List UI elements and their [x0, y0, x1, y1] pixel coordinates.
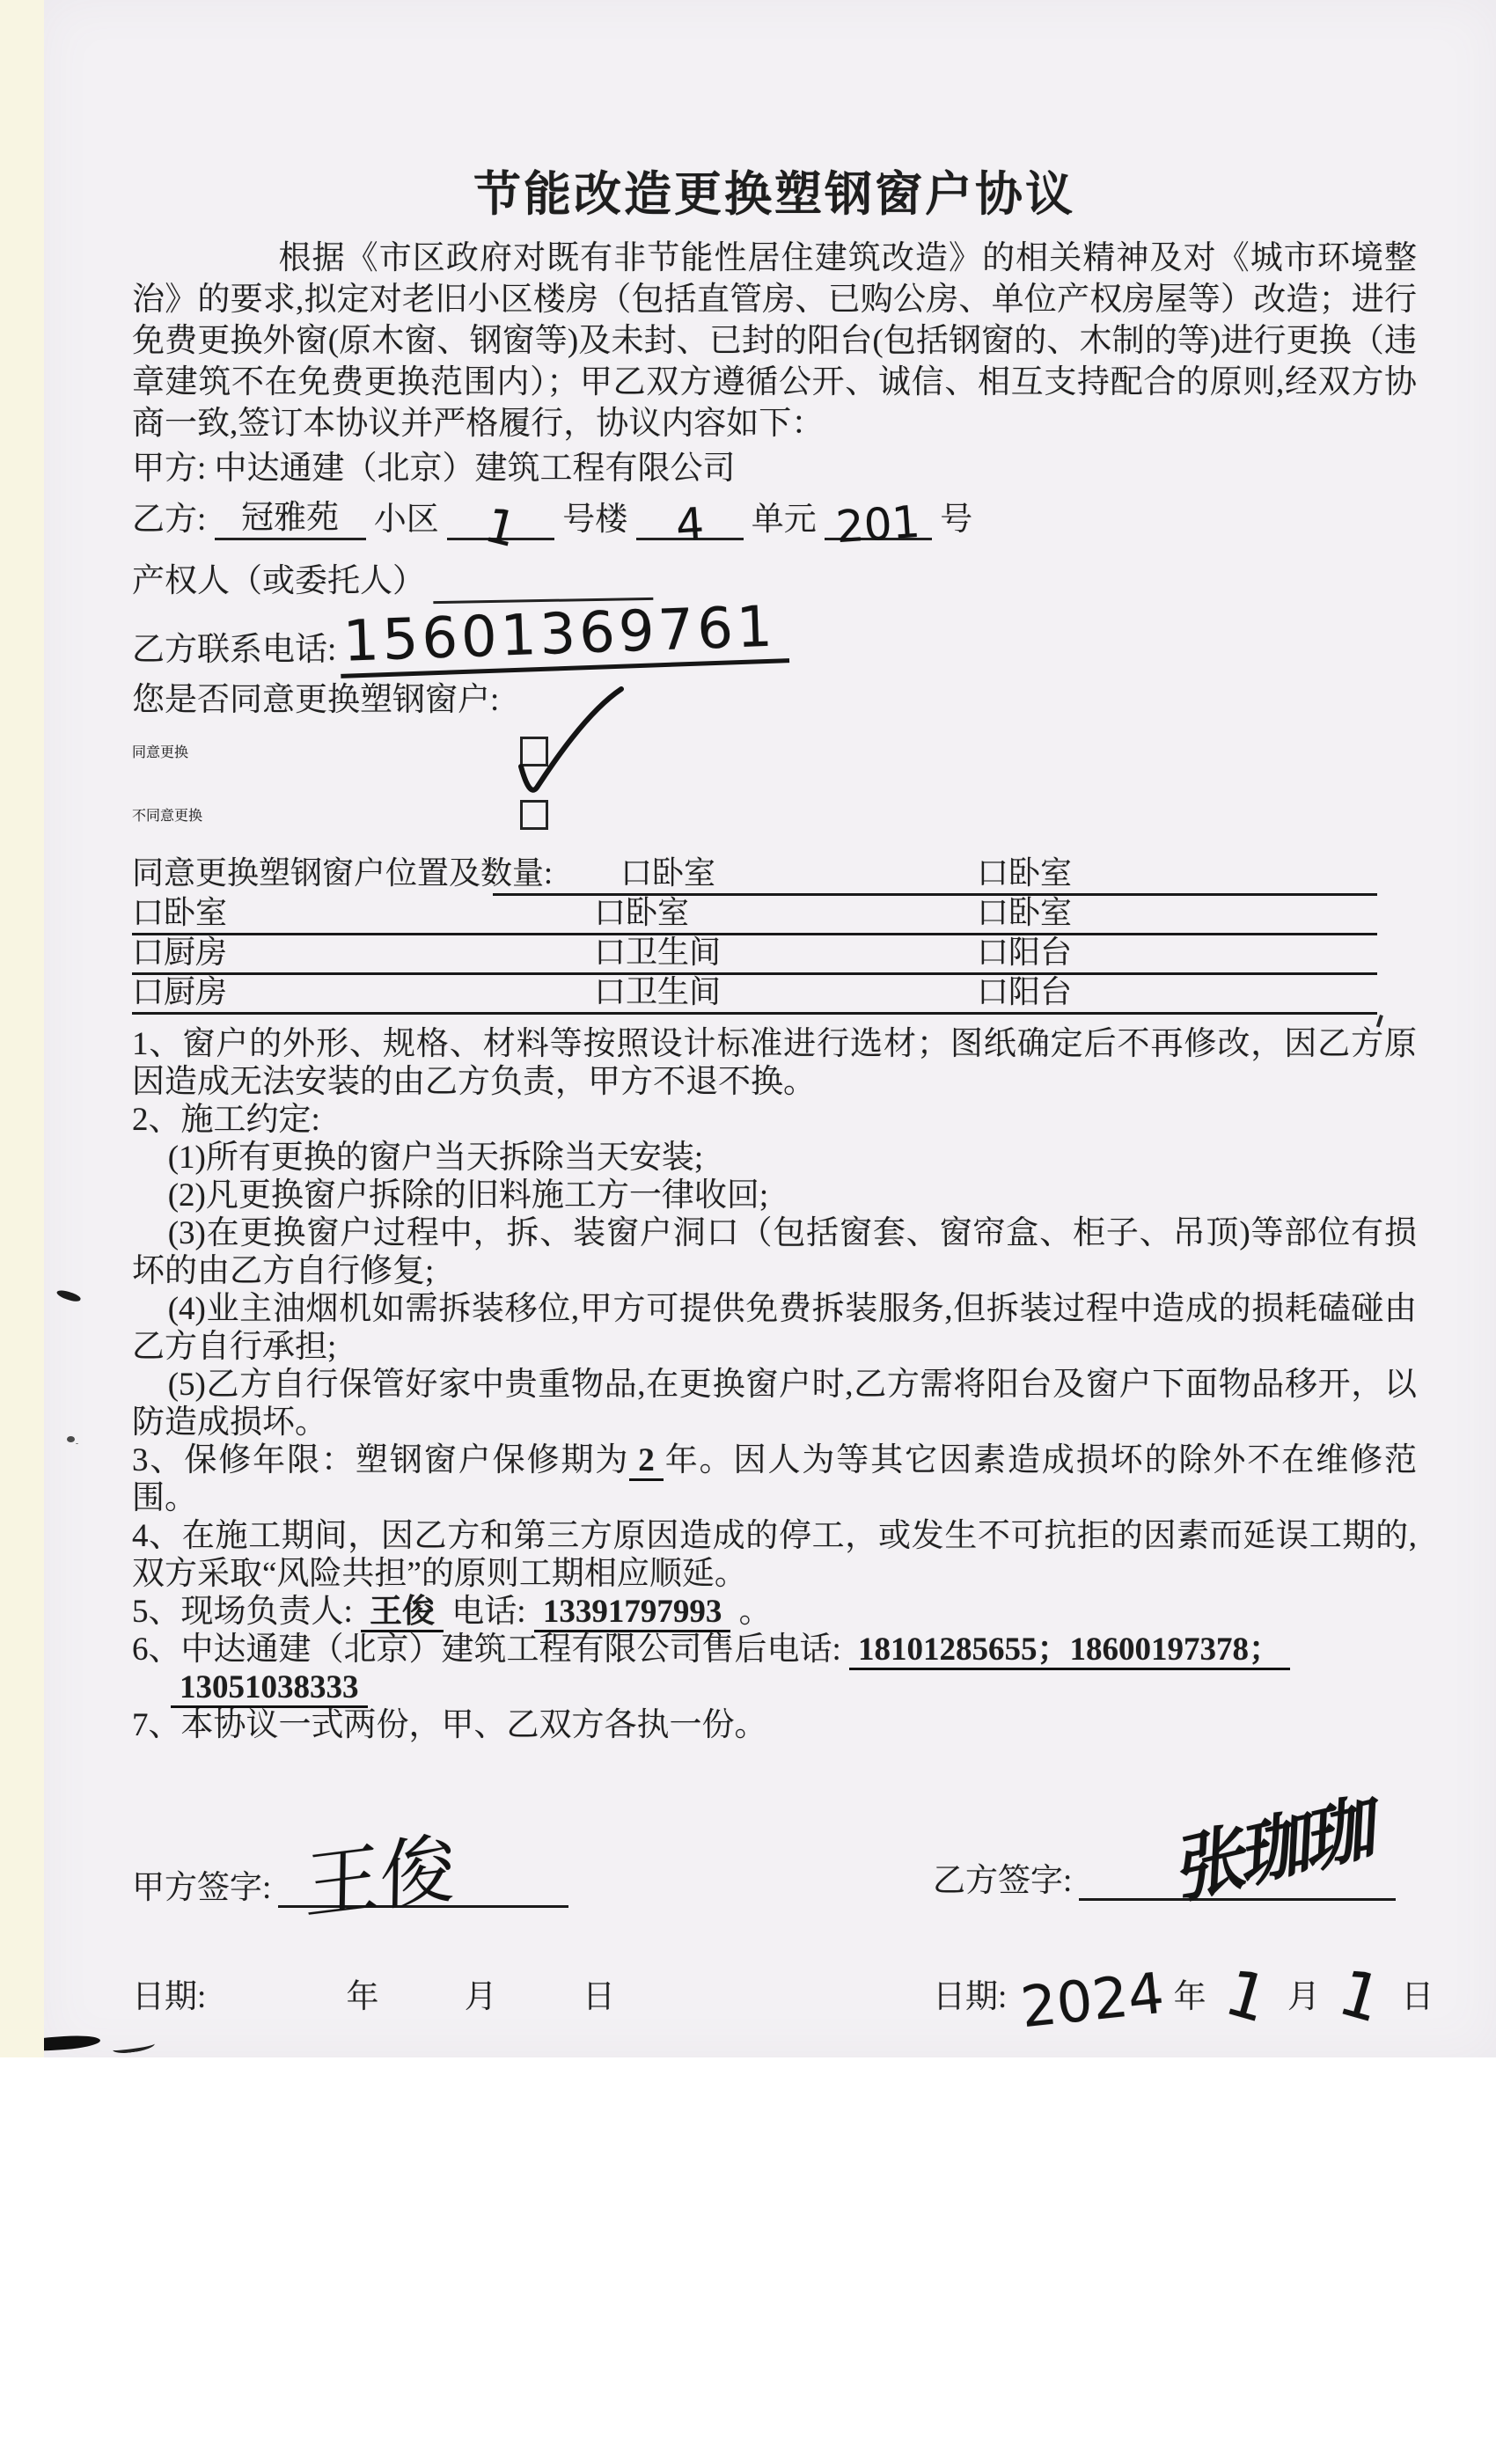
agree-choice-row	[132, 738, 1417, 784]
community-value: 冠雅苑	[241, 500, 340, 536]
party-b-label: 乙方:	[132, 502, 207, 538]
clause-2-item-3: (3)在更换窗户过程中，拆、装窗户洞口（包括窗套、窗帘盒、柜子、吊顶)等部位有损坏的由乙方自行修复;	[132, 1215, 1417, 1289]
disagree-checkbox[interactable]	[520, 800, 548, 830]
clause-5-suffix: 。	[738, 1594, 772, 1630]
party-a-label: 甲方:	[132, 451, 207, 487]
location-cell[interactable]: 口阳台	[977, 935, 1073, 970]
party-b-line	[132, 495, 1417, 559]
clause-5-prefix: 5、现场负责人:	[132, 1594, 353, 1630]
clause-3-suffix: 年。因人为等其它因素造成损坏的除外不在维修范围。	[132, 1442, 1418, 1516]
clause-6-prefix: 6、中达通建（北京）建筑工程有限公司售后电话:	[132, 1632, 841, 1668]
date-row	[132, 1947, 1434, 2052]
phone-label: 乙方联系电话:	[132, 632, 337, 668]
party-b-signature-label: 乙方签字:	[933, 1863, 1073, 1899]
disagree-choice-row	[132, 802, 1417, 847]
party-a-date-block	[132, 1969, 615, 2017]
location-cell[interactable]: 口卧室	[977, 855, 1073, 891]
location-cell[interactable]: 口卧室	[132, 895, 228, 930]
clause-4: 4、在施工期间，因乙方和第三方原因造成的停工，或发生不可抗拒的因素而延误工期的,双方采取“风险共担”的原则工期相应顺延。	[132, 1518, 1417, 1592]
phone-handwritten[interactable]: 15601369761	[339, 598, 789, 678]
location-cell[interactable]: 口卫生间	[594, 935, 722, 970]
date-b-label: 日期:	[933, 1979, 1008, 2015]
location-cell[interactable]: 口卧室	[977, 895, 1073, 930]
community-field[interactable]	[215, 497, 366, 540]
warranty-years-value: 2	[629, 1442, 664, 1481]
ink-speck	[67, 1436, 75, 1442]
agree-label: 同意更换	[132, 744, 189, 760]
building-label: 号楼	[562, 502, 628, 538]
disagree-label: 不同意更换	[132, 808, 203, 824]
building-no-handwritten: 1	[479, 496, 523, 559]
room-label: 号	[940, 502, 973, 538]
party-b-signature-handwritten: 张珈珈	[1176, 1783, 1376, 1916]
date-b-month-label: 月	[1287, 1979, 1320, 2015]
party-a-signature-label: 甲方签字:	[132, 1870, 272, 1906]
location-cell[interactable]: 口阳台	[977, 974, 1073, 1009]
party-a-signature-field[interactable]	[278, 1824, 568, 1932]
room-no-handwritten: 201	[834, 495, 922, 554]
party-a-signature-block	[132, 1824, 568, 1932]
fill-line	[132, 972, 1377, 975]
edge-smudge	[44, 2034, 100, 2052]
clause-2-item-4: (4)业主油烟机如需拆装移位,甲方可提供免费拆装服务,但拆装过程中造成的损耗磕碰由乙方自行承担;	[132, 1291, 1417, 1365]
clause-3	[132, 1441, 1417, 1517]
clause-7: 7、本协议一式两份，甲、乙双方各执一份。	[132, 1707, 767, 1743]
aftersales-phones-line2: 13051038333	[171, 1669, 368, 1708]
location-cell[interactable]: 口卫生间	[594, 974, 722, 1009]
clause-3-prefix: 3、保修年限：塑钢窗户保修期为	[132, 1442, 630, 1478]
location-cell[interactable]: 口厨房	[132, 974, 228, 1009]
locations-row-4	[132, 974, 1417, 1016]
location-cell[interactable]: 口卧室	[594, 895, 690, 930]
locations-row1-label: 同意更换塑钢窗户位置及数量:	[132, 855, 554, 891]
clause-6-continued	[171, 1668, 1417, 1706]
building-no-field[interactable]	[447, 496, 554, 559]
party-b-signature-field[interactable]	[1079, 1783, 1396, 1916]
clause-6	[132, 1631, 1417, 1668]
locations-row-3	[132, 937, 1417, 977]
fill-line	[132, 933, 1377, 935]
date-b-day-label: 日	[1401, 1979, 1434, 2015]
location-cell[interactable]: 口厨房	[132, 935, 228, 970]
document-title: 节能改造更换塑钢窗户协议	[473, 168, 1075, 221]
consent-question: 您是否同意更换塑钢窗户:	[132, 682, 500, 718]
date-a-day-label: 日	[583, 1979, 616, 2015]
location-cell[interactable]: 口卧室	[620, 855, 716, 891]
party-b-signature-block	[933, 1783, 1396, 1916]
site-manager-phone: 13391797993	[534, 1594, 731, 1632]
intro-paragraph: 根据《市区政府对既有非节能性居住建筑改造》的相关精神及对《城市环境整治》的要求,拟定对老旧小区楼房（包括直管房、已购公房、单位产权房屋等）改造；进行免费更换外窗(原木窗、钢窗等)及未封、已封的阳台(包括钢窗的、木制的等)进行更换（违章建筑不在免费更换范围内）；甲乙双方遵循公开、诚信、相互支持配合的原则,经双方协商一致,签订本协议并严格履行，协议内容如下：	[132, 240, 1417, 442]
clauses-section	[132, 1025, 1417, 1744]
room-no-field[interactable]	[825, 495, 932, 554]
unit-label: 单元	[751, 502, 817, 538]
date-a-label: 日期:	[132, 1979, 207, 2015]
party-a-line	[132, 448, 1417, 489]
owner-field[interactable]	[433, 562, 654, 604]
date-b-year-handwritten: 2024	[1017, 1961, 1167, 2042]
unit-no-field[interactable]	[636, 497, 744, 552]
clause-2-item-5: (5)乙方自行保管好家中贵重物品,在更换窗户时,乙方需将阳台及窗户下面物品移开，以防造成损坏。	[132, 1367, 1417, 1441]
date-b-day-handwritten: 1	[1331, 1954, 1390, 2037]
party-a-value: 中达通建（北京）建筑工程有限公司	[214, 451, 736, 487]
locations-table	[132, 855, 1417, 1016]
ink-speck	[55, 1287, 81, 1303]
scan-edge-strip	[0, 0, 44, 2057]
party-a-signature-handwritten: 王俊	[304, 1824, 457, 1932]
phone-line	[132, 594, 1417, 675]
clause-1: 1、窗户的外形、规格、材料等按照设计标准进行选材；图纸确定后不再修改，因乙方原因造成无法安装的由乙方负责，甲方不退不换。	[132, 1026, 1417, 1100]
aftersales-phones-line1: 18101285655；18600197378；	[849, 1632, 1290, 1670]
locations-row-2	[132, 895, 1417, 937]
site-manager-name: 王俊	[361, 1594, 444, 1632]
community-suffix-label: 小区	[373, 502, 439, 538]
agree-checkbox[interactable]	[520, 737, 548, 766]
date-b-year-label: 年	[1173, 1979, 1206, 2015]
fill-line	[132, 1012, 1377, 1015]
date-a-year-label: 年	[346, 1979, 379, 2015]
party-b-date-block	[933, 1954, 1434, 2042]
unit-no-handwritten: 4	[673, 497, 706, 552]
locations-row-1	[132, 855, 1417, 898]
clause-2-head: 2、施工约定:	[132, 1102, 320, 1138]
clause-5-tel-label: 电话:	[451, 1594, 526, 1630]
owner-label: 产权人（或委托人）	[132, 563, 425, 599]
clause-2-item-1: (1)所有更换的窗户当天拆除当天安装;	[167, 1140, 704, 1176]
signature-row	[132, 1774, 1417, 1932]
clause-2-item-2: (2)凡更换窗户拆除的旧料施工方一律收回;	[167, 1177, 769, 1214]
date-b-month-handwritten: 1	[1217, 1954, 1277, 2037]
date-a-month-label: 月	[464, 1979, 497, 2015]
clause-5	[132, 1593, 1417, 1631]
agreement-document	[44, 0, 1496, 2057]
